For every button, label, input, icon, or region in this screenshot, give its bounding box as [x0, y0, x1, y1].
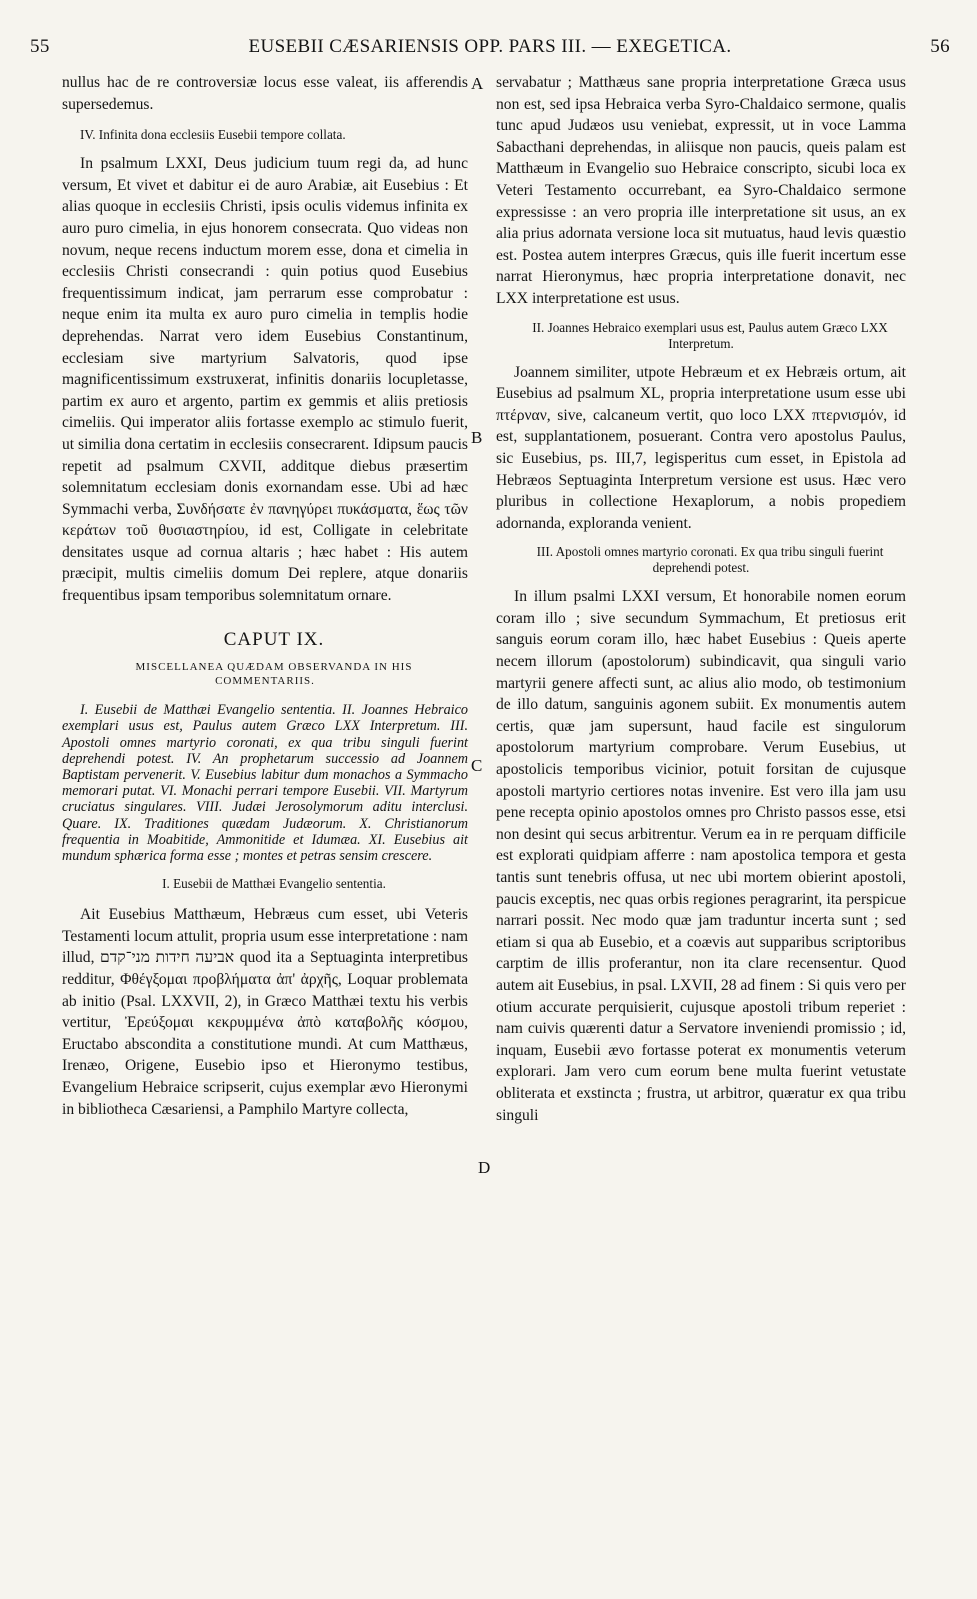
chapter-subtitle: MISCELLANEA QUÆDAM OBSERVANDA IN HIS COMMENTARIIS. [135, 661, 413, 688]
right-column [496, 72, 906, 1126]
right-paragraph-3: In illum psalmi LXXI versum, Et honorabile nomen eorum coram illo ; sive secundum Symmachum, Et pretiosus erit sanguis eorum coram illo, hæc habet Eusebius : Queis aperte necem illorum (apostolorum) subindicavit, qua singuli vario martyrii genere affecti sunt, ac alius alio modo, ob testimonium de illo datum, sanguinis agonem subiit. Ex monumentis autem certis, quæ jam supersunt, haud facile est singulorum apostolorum martyrium comprobare. Verum Eusebius, ut apostolicis temporibus vicinior, potuit forsitan de cujusque apostoli martyrio certiores notas invenire. Est vero illa jam usu pene recepta opinio apostolos omnes pro Christo passos esse, etsi non desint qui secus arbitrentur. Verum ea in re perquam difficile est explorati quidpiam afferre : nam apostolica tempora et gesta tantis sunt tenebris offusa, ut nec ubi mortem obierint apostoli, paucis exceptis, nec quas orbis regiones peragrarint, ita perspicue narrari possit. Nec modo quæ jam traduntur incerta sunt ; sed etiam si qua ab Eusebio, et a coævis aut supparibus scriptoribus carptim de illis proferantur, non ita clare recensentur. Quod autem ait Eusebius, in psal. LXVII, 28 ad finem : Si quis vero per otium accurate perquisierit, cujusque apostoli tribum reperiet : nam cuivis quærenti datur a Servatore inveniendi promissio ; id, inquam, Eusebii ævo fortasse poterat ex monumentis veterum explorari. Jam vero cum eorum bene multa fuerint vetustate obliterata et exstincta ; frustra, ut arbitror, quæratur ex qua tribu singuli [496, 588, 906, 1124]
section-heading-iv: IV. Infinita dona ecclesiis Eusebii tempore collata. [80, 127, 346, 143]
margin-letter-b: B [471, 428, 483, 447]
left-paragraph-1: nullus hac de re controversiæ locus esse valeat, iis afferendis supersedemus. [62, 74, 468, 113]
running-header [30, 36, 950, 58]
section-heading-iii: III. Apostoli omnes martyrio coronati. Ex qua tribu singuli fuerint deprehendi potest. [536, 544, 884, 576]
right-page-number: 56 [930, 36, 950, 57]
section-heading-i: I. Eusebii de Matthæi Evangelio sententia. [162, 876, 386, 892]
right-paragraph-1: servabatur ; Matthæus sane propria interpretatione Græca usus non est, sed ipsa Hebraica verba Syro-Chaldaico sermone, qualis tunc apud Judæos usu veniebat, expressit, ut in voce Lamma Sabacthani deprehendas, in aliisque non paucis, queis palam est Matthæum in Evangelio suo Hebraice conscripto, sicubi loca ex Veteri Testamento occurrebant, ea Syro-Chaldaico sermone expressisse : an vero propria ille interpretatione sit usus, an ex alia prius adornata versione loca sit mutuatus, haud levis quæstio est. Postea autem interpres Græcus, quis ille fuerit incertum esse narrat Hieronymus, hæc propria interpretatione donavit, nec LXX interpretatione est usus. [496, 74, 906, 307]
chapter-heading: CAPUT IX. [223, 628, 325, 650]
chapter-summary: I. Eusebii de Matthæi Evangelio sententia. II. Joannes Hebraico exemplari usus est, Paulus autem Græco LXX Interpretum. III. Apostoli omnes martyrio coronati, ex qua tribu singuli fuerint deprehendi potest. IV. An prophetarum successio ad Joannem Baptistam pervenerit. V. Eusebius labitur dum monachos a Symmacho memorari putat. VI. Monachi perrari tempore Eusebii. VII. Martyrum cruciatus singulares. VIII. Judæi Jerosolymorum aditu interclusi. Quare. IX. Traditiones quædam Judæorum. X. Christianorum frequentia in Moabitide, Ammonitide et Idumæa. XI. Eusebius ait mundum sphærica forma esse ; montes et petras sensim crescere. [62, 702, 468, 865]
margin-letter-a: A [471, 74, 484, 93]
left-paragraph-3: Ait Eusebius Matthæum, Hebræus cum esset, ubi Veteris Testamenti locum attulit, propria usum esse interpretatione : nam illud, אביעה חידות מני־קדם quod ita a Septuaginta interpretibus redditur, Φθέγξομαι προβλήματα ἀπ' ἀρχῆς, Loquar problemata ab initio (Psal. LXXVII, 2), in Græco Matthæi textu his verbis vertitur, Ἐρεύξομαι κεκρυμμένα ἀπὸ καταβολῆς κόσμου, Eructabo abscondita a constitutione mundi. At cum Matthæus, Irenæo, Origene, Eusebio ipso et Hieronymo testibus, Evangelium Hebraice scripserit, cujus exemplar ævo Hieronymi in bibliotheca Cæsariensi, a Pamphilo Martyre collecta, [62, 906, 469, 1118]
running-title: EUSEBII CÆSARIENSIS OPP. PARS III. — EXEGETICA. [248, 36, 732, 57]
left-page-number: 55 [30, 36, 50, 57]
left-paragraph-2: In psalmum LXXI, Deus judicium tuum regi da, ad hunc versum, Et vivet et dabitur ei de auro Arabiæ, ait Eusebius : Et alias quoque in ecclesiis Christi, ipsis oculis videmus infinita ex auro puro cimelia, in ejus honorem consecrata. Quo videas non novum, neque recens inductum morem esse, dona et cimelia in ecclesiis Christi consecrandi : quin potius quod Eusebius frequentissimum indicat, jam perrarum esse comprobatur : neque enim ita multa ex auro puro cimelia in templis hodie deprehendas. Narrat vero idem Eusebius Constantinum, ecclesiam sive martyrium Salvatoris, quod ipse magnificentissimum exstruxerat, infinitis donariis locupletasse, partim ex auro et argento, partim ex gemmis et aliis pretiosis cimeliis. Qui imperator aliis fortasse exemplo ac stimulo fuerit, ut similia dona certatim in ecclesiis consecrarent. Idipsum paucis repetit ad psalmum CXVII, additque diebus præsertim solemnitatum ecclesiam donis exornandam esse. Ubi ad hæc Symmachi verba, Συνδήσατε ἐν πανηγύρει πυκάσματα, ἕως τῶν κεράτων τοῦ θυσιαστηρίου, id est, Colligate in celebritate densitates usque ad cornua altaris ; hæc habet : His autem præcipit, multis cimeliis domum Dei replere, atque donariis frequentibus ipsam temporibus solemnitatum ornare. [62, 155, 468, 605]
right-paragraph-2: Joannem similiter, utpote Hebræum et ex Hebræis ortum, ait Eusebius ad psalmum XL, propria interpretatione usum esse ubi πτέρναν, sive, calcaneum vertit, quo loco LXX πτερνισμόν, id est, supplantationem, posuerant. Contra vero apostolus Paulus, sic Eusebius, ps. III,7, legisperitus cum esset, in Epistola ad Hebræos Septuaginta Interpretum versione est usus. Hæc vero pluribus in collectione Hexaplorum, a nobis propediem adornanda, exploranda venient. [496, 363, 906, 532]
section-heading-ii: II. Joannes Hebraico exemplari usus est, Paulus autem Græco LXX Interpretum. [532, 319, 888, 351]
margin-letter-d: D [478, 1158, 491, 1177]
margin-letter-c: C [471, 756, 483, 775]
left-column [62, 72, 468, 1120]
